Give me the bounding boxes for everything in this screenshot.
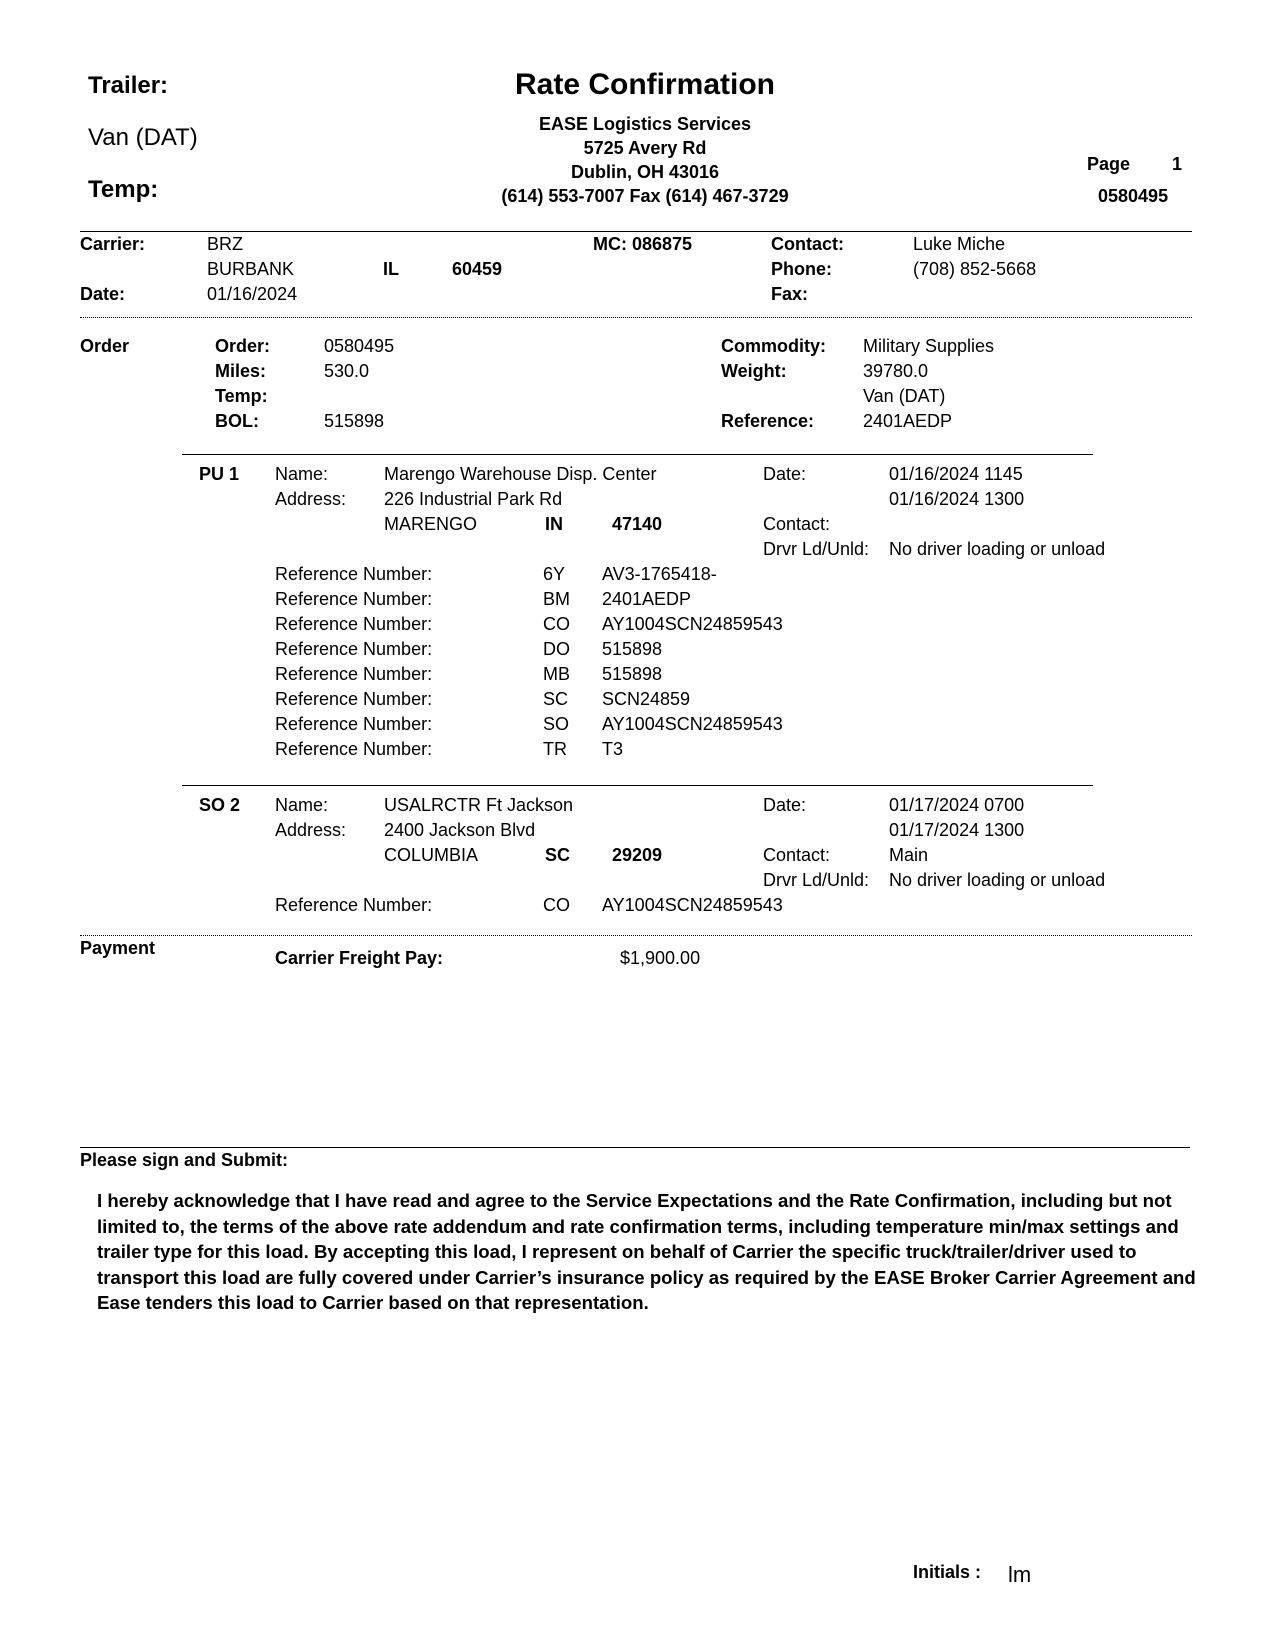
payment-section-label: Payment — [80, 938, 156, 958]
signature-divider — [80, 1147, 1190, 1148]
carrier-divider — [80, 317, 1192, 318]
stop-1-label: PU 1 — [199, 464, 240, 484]
stop-2-state: SC — [545, 845, 571, 865]
reference-value: 515898 — [602, 664, 663, 684]
bol-label: BOL: — [215, 411, 259, 431]
reference-code: MB — [543, 664, 570, 684]
reference-value: AV3-1765418- — [602, 564, 717, 584]
stop-2-label: SO 2 — [199, 795, 241, 815]
stop-2-date-start: 01/17/2024 0700 — [889, 795, 1025, 815]
company-phone-fax: (614) 553-7007 Fax (614) 467-3729 — [501, 186, 789, 206]
page-number: 1 — [1172, 154, 1183, 174]
miles-value: 530.0 — [324, 361, 370, 381]
reference-code: TR — [543, 739, 567, 759]
reference-value: 2401AEDP — [602, 589, 692, 609]
initials-label: Initials : — [913, 1562, 982, 1582]
order-section-label: Order — [80, 336, 130, 356]
company-name: EASE Logistics Services — [538, 114, 752, 134]
reference-value: 2401AEDP — [863, 411, 953, 431]
reference-number-label: Reference Number: — [275, 689, 433, 709]
stop-2-divider — [182, 785, 1093, 786]
stop-1-name: Marengo Warehouse Disp. Center — [384, 464, 657, 484]
carrier-mc: MC: 086875 — [593, 234, 693, 254]
reference-value: T3 — [602, 739, 624, 759]
reference-value: AY1004SCN24859543 — [602, 895, 783, 915]
payment-divider — [80, 935, 1192, 936]
carrier-date-label: Date: — [80, 284, 126, 304]
reference-value: AY1004SCN24859543 — [602, 714, 783, 734]
freight-pay-value: $1,900.00 — [620, 948, 701, 968]
stop-2-driver-value: No driver loading or unload — [889, 870, 1106, 890]
carrier-contact-label: Contact: — [771, 234, 844, 254]
reference-label: Reference: — [721, 411, 815, 431]
stop-1-zip: 47140 — [612, 514, 663, 534]
reference-code: 6Y — [543, 564, 566, 584]
reference-number-label: Reference Number: — [275, 589, 433, 609]
carrier-phone: (708) 852-5668 — [913, 259, 1037, 279]
temp-label: Temp: — [88, 176, 159, 203]
stop-1-date-label: Date: — [763, 464, 807, 484]
stop-2-zip: 29209 — [612, 845, 663, 865]
freight-pay-label: Carrier Freight Pay: — [275, 948, 444, 968]
carrier-label: Carrier: — [80, 234, 146, 254]
stop-1-name-label: Name: — [275, 464, 329, 484]
reference-number-label: Reference Number: — [275, 895, 433, 915]
reference-number-label: Reference Number: — [275, 714, 433, 734]
stop-2-contact-label: Contact: — [763, 845, 831, 865]
reference-value: SCN24859 — [602, 689, 691, 709]
stop-1-driver-label: Drvr Ld/Unld: — [763, 539, 870, 559]
page-title: Rate Confirmation — [514, 68, 775, 101]
company-address-line2: Dublin, OH 43016 — [570, 162, 720, 182]
stop-2-driver-label: Drvr Ld/Unld: — [763, 870, 870, 890]
reference-code: CO — [543, 614, 570, 634]
reference-value: AY1004SCN24859543 — [602, 614, 783, 634]
stop-1-contact-label: Contact: — [763, 514, 831, 534]
trailer-value: Van (DAT) — [88, 124, 198, 151]
reference-code: SC — [543, 689, 569, 709]
weight-label: Weight: — [721, 361, 787, 381]
carrier-contact: Luke Miche — [913, 234, 1006, 254]
order-number: 0580495 — [324, 336, 395, 356]
stop-1-state: IN — [545, 514, 563, 534]
stop-1-driver-value: No driver loading or unload — [889, 539, 1106, 559]
carrier-date: 01/16/2024 — [207, 284, 298, 304]
carrier-fax-label: Fax: — [771, 284, 809, 304]
header-divider — [80, 231, 1192, 232]
carrier-name: BRZ — [207, 234, 243, 254]
reference-number-label: Reference Number: — [275, 664, 433, 684]
doc-number: 0580495 — [1098, 186, 1169, 206]
reference-code: CO — [543, 895, 570, 915]
acknowledgement-text: I hereby acknowledge that I have read and agree to the Service Expectations and the Rate Confirmation, including but not limited to, the terms of the above rate addendum and rate confirmation terms, including temperature min/max settings and trailer type for this load. By accepting this load, I represent on behalf of Carrier the specific truck/trailer/driver used to transport this load are fully covered under Carrier’s insurance policy as required by the EASE Broker Carrier Agreement and Ease tenders this load to Carrier based on that representation. — [97, 1190, 1196, 1313]
reference-number-label: Reference Number: — [275, 639, 433, 659]
reference-code: SO — [543, 714, 570, 734]
signature-heading: Please sign and Submit: — [80, 1150, 289, 1170]
reference-code: DO — [543, 639, 570, 659]
reference-number-label: Reference Number: — [275, 564, 433, 584]
reference-number-label: Reference Number: — [275, 614, 433, 634]
stop-2-date-label: Date: — [763, 795, 807, 815]
initials-value[interactable]: lm — [1008, 1562, 1032, 1587]
stop-1-date-start: 01/16/2024 1145 — [889, 464, 1023, 484]
stop-1-city: MARENGO — [384, 514, 478, 534]
reference-code: BM — [543, 589, 570, 609]
weight-value: 39780.0 — [863, 361, 929, 381]
stop-2-address-label: Address: — [275, 820, 347, 840]
stop-2-date-end: 01/17/2024 1300 — [889, 820, 1025, 840]
stop-1-address: 226 Industrial Park Rd — [384, 489, 563, 509]
bol-value: 515898 — [324, 411, 385, 431]
equipment-value: Van (DAT) — [863, 386, 946, 406]
stop-1-address-label: Address: — [275, 489, 347, 509]
trailer-label: Trailer: — [88, 72, 169, 99]
reference-value: 515898 — [602, 639, 663, 659]
stop-1-divider — [182, 454, 1093, 455]
carrier-city: BURBANK — [207, 259, 295, 279]
reference-number-label: Reference Number: — [275, 739, 433, 759]
stop-2-contact: Main — [889, 845, 929, 865]
commodity-label: Commodity: — [721, 336, 826, 356]
carrier-zip: 60459 — [452, 259, 503, 279]
stop-2-name: USALRCTR Ft Jackson — [384, 795, 574, 815]
commodity-value: Military Supplies — [863, 336, 995, 356]
page-label: Page — [1087, 154, 1131, 174]
order-number-label: Order: — [215, 336, 271, 356]
carrier-state: IL — [383, 259, 399, 279]
company-address-line1: 5725 Avery Rd — [583, 138, 707, 158]
stop-1-date-end: 01/16/2024 1300 — [889, 489, 1025, 509]
order-temp-label: Temp: — [215, 386, 268, 406]
miles-label: Miles: — [215, 361, 267, 381]
stop-2-city: COLUMBIA — [384, 845, 479, 865]
stop-2-name-label: Name: — [275, 795, 329, 815]
carrier-phone-label: Phone: — [771, 259, 832, 279]
stop-2-address: 2400 Jackson Blvd — [384, 820, 536, 840]
